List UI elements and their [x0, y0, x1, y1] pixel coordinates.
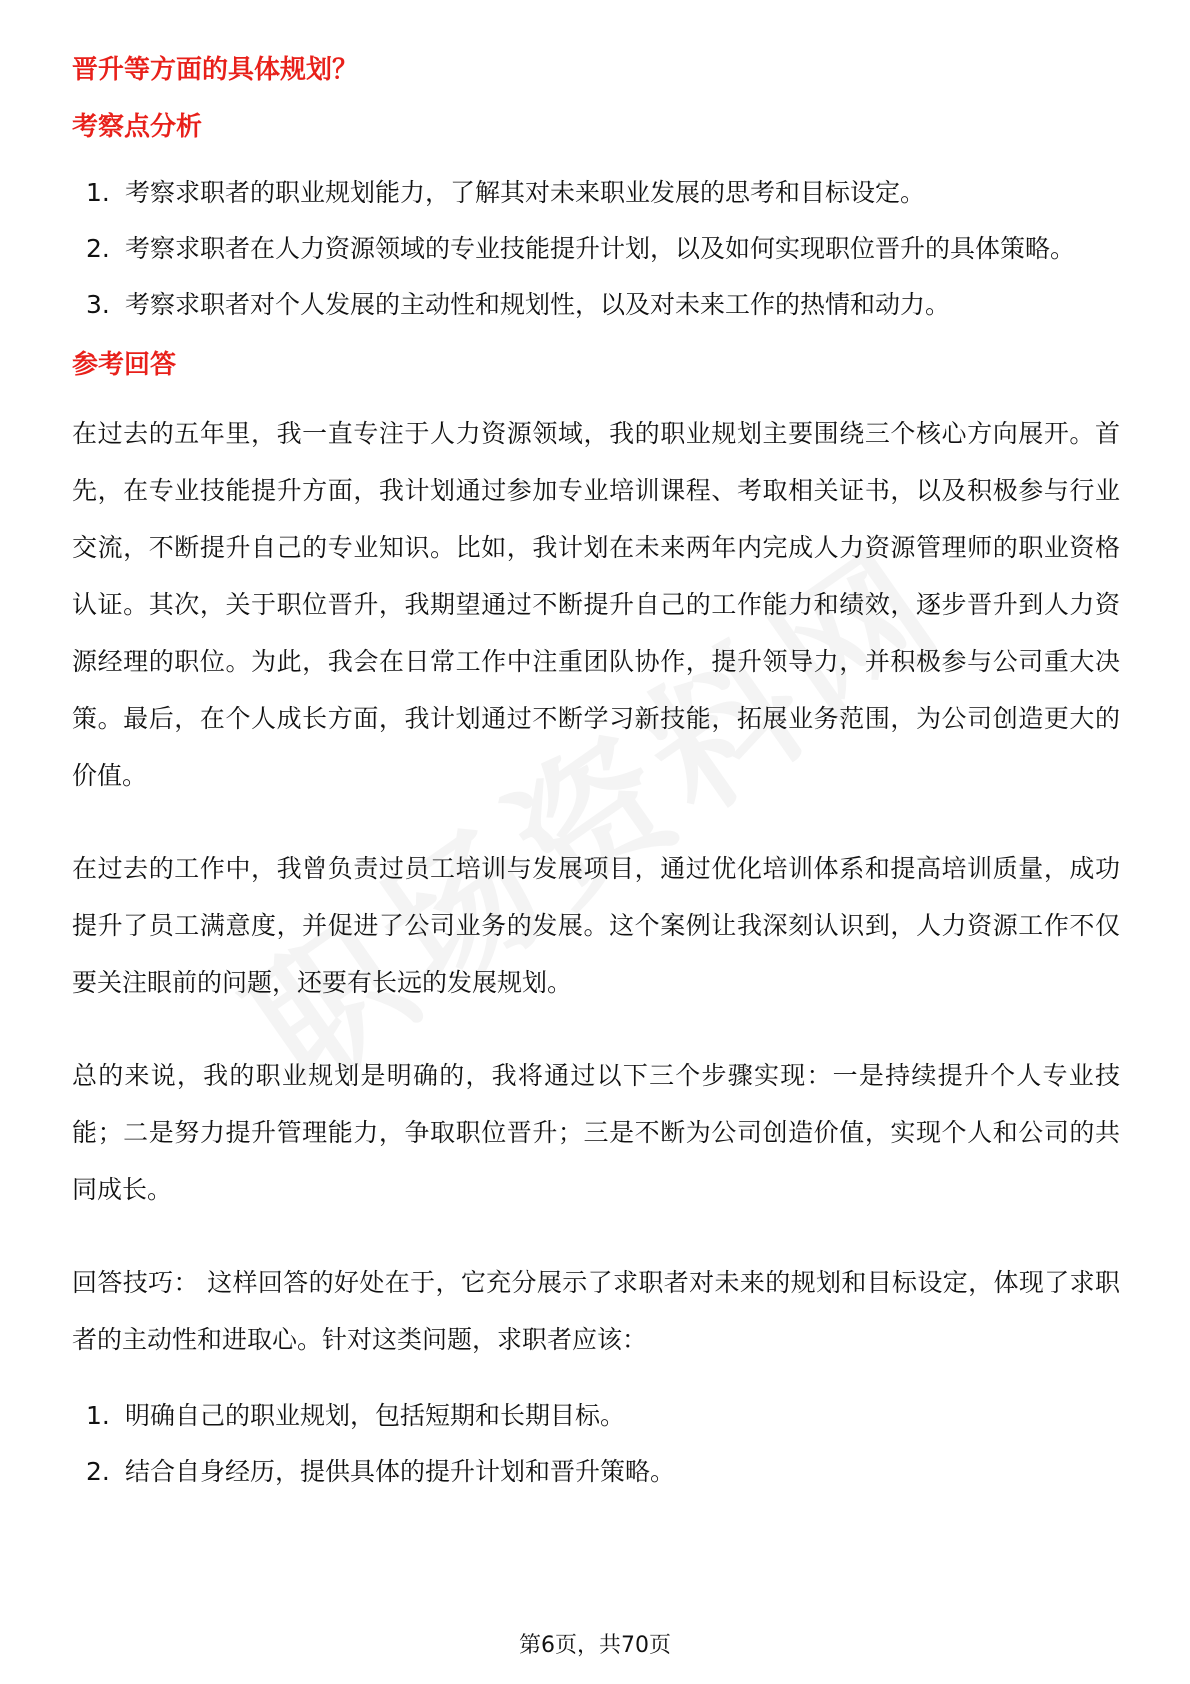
question-heading: 晋升等方面的具体规划？ — [72, 55, 359, 85]
list-item — [72, 277, 1120, 333]
answer-paragraph: 在过去的五年里，我一直专注于人力资源领域，我的职业规划主要围绕三个核心方向展开。首先，在专业技能提升方面，我计划通过参加专业培训课程、考取相关证书，以及积极参与行业交流，不断提升自己的专业知识。比如，我计划在未来两年内完成人力资源管理师的职业资格认证。其次，关于职位晋升，我期望通过不断提升自己的工作能力和绩效，逐步晋升到人力资源经理的职位。为此，我会在日常工作中注重团队协作，提升领导力，并积极参与公司重大决策。最后，在个人成长方面，我计划通过不断学习新技能，拓展业务范围，为公司创造更大的价值。 — [72, 419, 1120, 790]
list-number: 3. — [86, 290, 110, 319]
list-text: 考察求职者对个人发展的主动性和规划性，以及对未来工作的热情和动力。 — [125, 290, 951, 319]
tips-list — [72, 1388, 1120, 1500]
tips-paragraph: 回答技巧： 这样回答的好处在于，它充分展示了求职者对未来的规划和目标设定，体现了求职者的主动性和进取心。针对这类问题，求职者应该： — [72, 1268, 1120, 1354]
page-content — [72, 44, 1120, 1500]
list-item — [72, 1388, 1120, 1444]
list-item — [72, 221, 1120, 277]
list-number: 2. — [86, 1457, 110, 1486]
analysis-heading: 考察点分析 — [72, 112, 203, 142]
list-text: 考察求职者的职业规划能力，了解其对未来职业发展的思考和目标设定。 — [125, 178, 926, 207]
list-item — [72, 1444, 1120, 1500]
page-number-footer: 第6页，共70页 — [519, 1633, 671, 1658]
analysis-list — [72, 165, 1120, 333]
answer-paragraph: 在过去的工作中，我曾负责过员工培训与发展项目，通过优化培训体系和提高培训质量，成功提升了员工满意度，并促进了公司业务的发展。这个案例让我深刻认识到，人力资源工作不仅要关注眼前的问题，还要有长远的发展规划。 — [72, 854, 1120, 997]
list-text: 结合自身经历，提供具体的提升计划和晋升策略。 — [125, 1457, 676, 1486]
reference-heading: 参考回答 — [72, 350, 177, 380]
list-text: 考察求职者在人力资源领域的专业技能提升计划，以及如何实现职位晋升的具体策略。 — [125, 234, 1076, 263]
list-item — [72, 165, 1120, 221]
list-number: 2. — [86, 234, 110, 263]
answer-paragraph: 总的来说，我的职业规划是明确的，我将通过以下三个步骤实现：一是持续提升个人专业技能；二是努力提升管理能力，争取职位晋升；三是不断为公司创造价值，实现个人和公司的共同成长。 — [72, 1061, 1120, 1204]
list-number: 1. — [86, 178, 110, 207]
list-number: 1. — [86, 1401, 110, 1430]
list-text: 明确自己的职业规划，包括短期和长期目标。 — [125, 1401, 626, 1430]
